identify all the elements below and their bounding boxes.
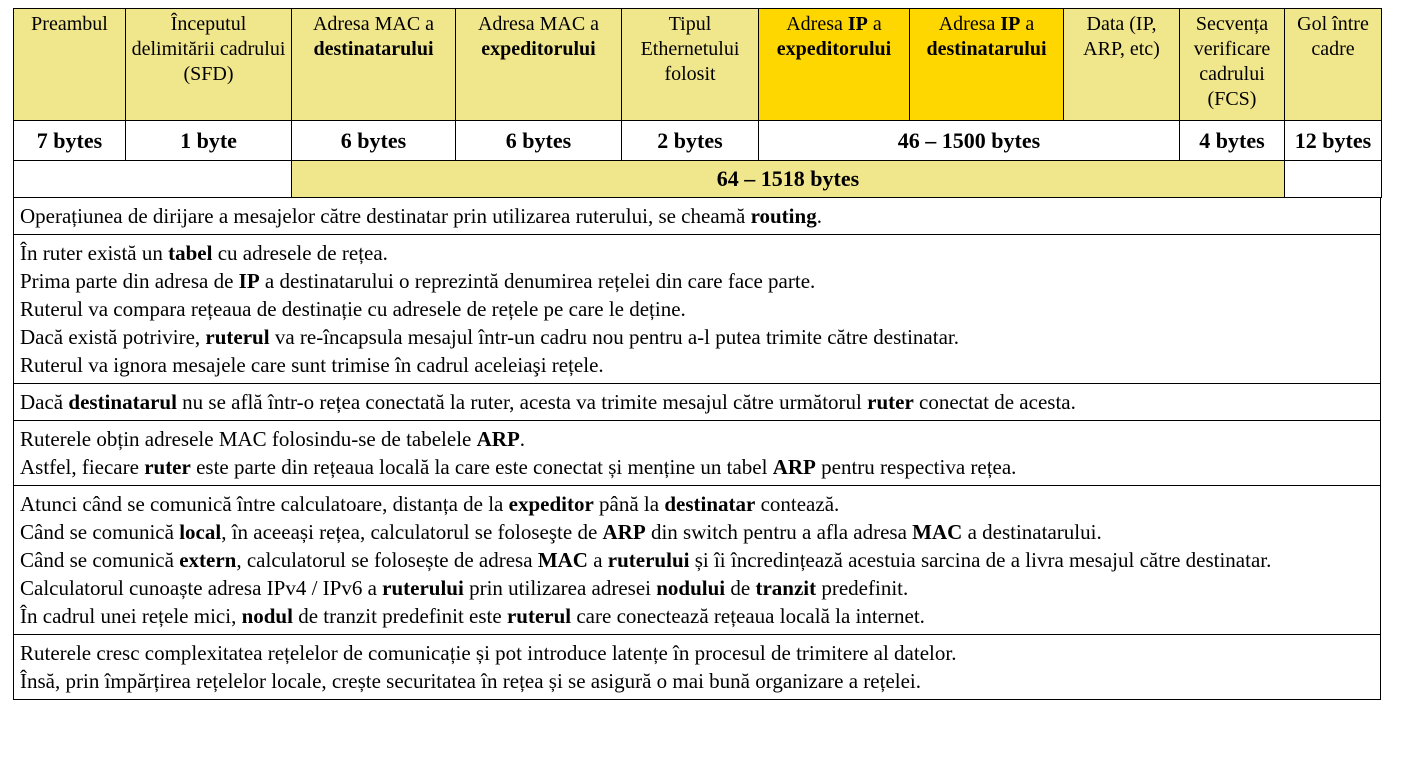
note-router-table: În ruter există un tabel cu adresele de rețea. Prima parte din adresa de IP a destinatarului o reprezintă denumirea rețelei din care face parte. Ruterul va compara rețeaua de destinație cu adresele de rețele pe care le deține. Dacă există potrivire, ruterul va re-încapsula mesajul într-un cadru nou pentru a-l putea trimite către destinatar. Ruterul va ignora mesajele care sunt trimise în cadrul aceleiaşi rețele.: [14, 234, 1380, 383]
header-dest-ip: Adresa IP a destinatarului: [910, 9, 1064, 121]
frame-size-row: [14, 121, 1382, 161]
total-empty-left: [14, 161, 292, 198]
total-empty-right: [1285, 161, 1382, 198]
size-dest-mac: 6 bytes: [292, 121, 456, 161]
header-fcs: Secvența verificare cadrului (FCS): [1180, 9, 1285, 121]
header-data: Data (IP, ARP, etc): [1064, 9, 1180, 121]
size-interframe-gap: 12 bytes: [1285, 121, 1382, 161]
note-router-complexity: Ruterele cresc complexitatea rețelelor de comunicație și pot introduce latențe în procesul de trimitere al datelor. Însă, prin împărțirea rețelelor locale, crește securitatea în rețea și se asigură o mai bună organizare a rețelei.: [14, 634, 1380, 699]
routing-notes: [13, 197, 1381, 700]
frame-header-row: [14, 9, 1382, 121]
size-preamble: 7 bytes: [14, 121, 126, 161]
header-src-mac: Adresa MAC a expeditorului: [456, 9, 622, 121]
header-dest-mac: Adresa MAC a destinatarului: [292, 9, 456, 121]
header-ethertype: Tipul Ethernetului folosit: [622, 9, 759, 121]
note-arp-tables: Ruterele obțin adresele MAC folosindu-se de tabelele ARP. Astfel, fiecare ruter este parte din rețeaua locală la care este conectat și menține un tabel ARP pentru respectiva rețea.: [14, 420, 1380, 485]
header-src-ip: Adresa IP a expeditorului: [759, 9, 910, 121]
header-interframe-gap: Gol între cadre: [1285, 9, 1382, 121]
size-sfd: 1 byte: [126, 121, 292, 161]
size-payload: 46 – 1500 bytes: [759, 121, 1180, 161]
ethernet-frame-table: [13, 8, 1382, 198]
note-local-vs-external: Atunci când se comunică între calculatoare, distanța de la expeditor până la destinatar contează. Când se comunică local, în aceeași rețea, calculatorul se foloseşte de ARP din switch pentru a afla adresa MAC a destinatarului. Când se comunică extern, calculatorul se folosește de adresa MAC a ruterului și îi încredințează acestuia sarcina de a livra mesajul către destinatar. Calculatorul cunoaște adresa IPv4 / IPv6 a ruterului prin utilizarea adresei nodului de tranzit predefinit. În cadrul unei rețele mici, nodul de tranzit predefinit este ruterul care conectează rețeaua locală la internet.: [14, 485, 1380, 634]
note-routing-definition: Operațiunea de dirijare a mesajelor către destinatar prin utilizarea ruterului, se cheamă routing.: [14, 197, 1380, 234]
header-preamble: Preambul: [14, 9, 126, 121]
total-frame-size: 64 – 1518 bytes: [292, 161, 1285, 198]
note-next-router: Dacă destinatarul nu se află într-o rețea conectată la ruter, acesta va trimite mesajul către următorul ruter conectat de acesta.: [14, 383, 1380, 420]
size-ethertype: 2 bytes: [622, 121, 759, 161]
size-src-mac: 6 bytes: [456, 121, 622, 161]
header-sfd: Începutul delimitării cadrului (SFD): [126, 9, 292, 121]
frame-total-row: [14, 161, 1382, 198]
size-fcs: 4 bytes: [1180, 121, 1285, 161]
